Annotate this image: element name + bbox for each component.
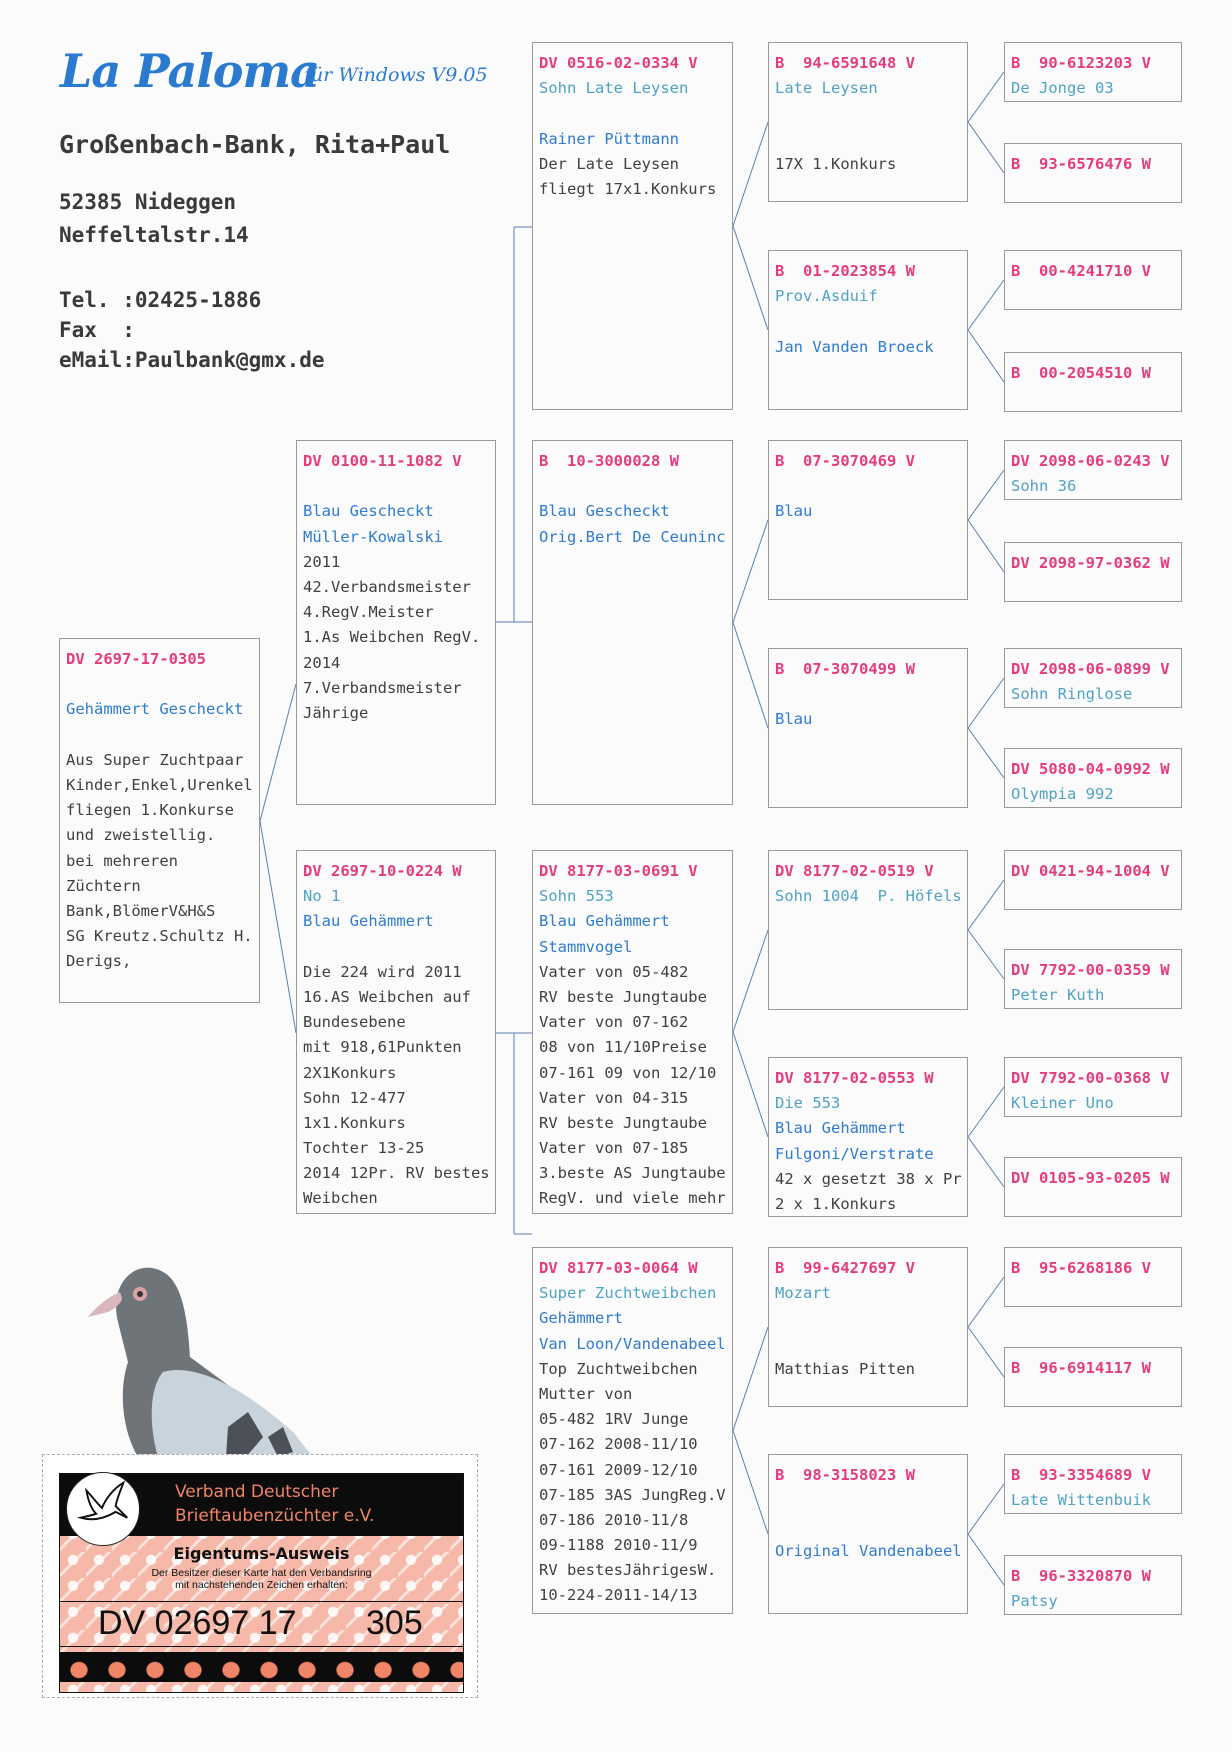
pigeon-note: 1.As Weibchen RegV. xyxy=(303,628,481,647)
card-pattern-band xyxy=(60,1652,463,1682)
spacer xyxy=(775,1488,967,1513)
contact-email: eMail:Paulbank@gmx.de xyxy=(59,348,325,372)
ring-number: B 93-3354689 V xyxy=(1011,1466,1151,1484)
great-grandparent-box[interactable] xyxy=(768,850,968,1010)
pigeon-note: und zweistellig. xyxy=(66,826,216,845)
pigeon-note: 07-185 3AS JungReg.V xyxy=(539,1485,726,1504)
connector-line xyxy=(968,520,1004,572)
pigeon-note: 7.Verbandsmeister xyxy=(303,678,462,697)
ring-number: B 00-2054510 W xyxy=(1011,364,1151,382)
ring-number: B 00-4241710 V xyxy=(1011,262,1151,280)
ring-number: B 96-3320870 W xyxy=(1011,1567,1151,1585)
pigeon-note: Bundesebene xyxy=(303,1013,406,1032)
connector-line xyxy=(968,1087,1004,1137)
card-ring-code: DV 02697 17 xyxy=(98,1604,297,1642)
pigeon-note: Züchtern xyxy=(66,876,141,895)
ring-number: B 96-6914117 W xyxy=(1011,1359,1151,1377)
owner-name: Großenbach-Bank, Rita+Paul xyxy=(59,130,451,159)
connector-line xyxy=(733,930,768,1032)
pigeon-color-breeder: Blau Gehämmert xyxy=(303,912,434,931)
grandparent-box[interactable] xyxy=(532,1247,733,1614)
connector-line xyxy=(733,226,768,330)
great-grandparent-box[interactable] xyxy=(768,440,968,600)
pigeon-note: Jährige xyxy=(303,703,369,722)
connector-line xyxy=(968,72,1004,122)
pigeon-name: Die 553 xyxy=(775,1094,841,1113)
ring-number: B 93-6576476 W xyxy=(1011,155,1151,173)
card-text-line1: Der Besitzer dieser Karte hat den Verbandsring xyxy=(151,1567,372,1579)
ring-number: DV 8177-03-0691 V xyxy=(539,862,698,880)
pigeon-note: Mutter von xyxy=(539,1384,633,1403)
spacer xyxy=(303,474,495,499)
pigeon-note: 2 x 1.Konkurs xyxy=(775,1194,897,1213)
connector-line xyxy=(733,623,768,729)
org-name-line2: Brieftaubenzüchter e.V. xyxy=(175,1506,375,1526)
connector-line xyxy=(733,122,768,226)
gg-grandparent-box[interactable] xyxy=(1004,748,1182,808)
gg-grandparent-box[interactable] xyxy=(1004,250,1182,310)
app-version: für Windows V9.05 xyxy=(304,64,488,86)
pigeon-color-breeder: Blau Gehämmert xyxy=(775,1119,906,1138)
pigeon-image xyxy=(78,1262,338,1457)
pigeon-name: Sohn Ringlose xyxy=(1011,685,1133,704)
ring-number: DV 8177-02-0519 V xyxy=(775,862,934,880)
pigeon-color-breeder: Van Loon/Vandenabeel xyxy=(539,1334,726,1353)
card-title: Eigentums-Ausweis xyxy=(173,1544,350,1563)
great-grandparent-box[interactable] xyxy=(768,1454,968,1614)
spacer xyxy=(66,672,259,697)
subject-box[interactable] xyxy=(59,638,260,1003)
gg-grandparent-box[interactable] xyxy=(1004,949,1182,1009)
pigeon-note: 2014 12Pr. RV bestes xyxy=(303,1164,490,1183)
connector-line xyxy=(968,930,1004,979)
pigeon-color-breeder: Blau Gehämmert xyxy=(539,912,670,931)
ring-number: B 94-6591648 V xyxy=(775,54,915,72)
ring-number: B 07-3070469 V xyxy=(775,452,915,470)
pigeon-note: Der Late Leysen xyxy=(539,154,679,173)
ring-number: B 01-2023854 W xyxy=(775,262,915,280)
spacer xyxy=(775,309,967,334)
parent-box[interactable] xyxy=(296,850,496,1214)
gg-grandparent-box[interactable] xyxy=(1004,42,1182,102)
ring-number: DV 0100-11-1082 V xyxy=(303,452,462,470)
address-street: Neffeltalstr.14 xyxy=(59,223,249,247)
pigeon-color-breeder: Fulgoni/Verstrate xyxy=(775,1144,934,1163)
pigeon-color-breeder: Blau xyxy=(775,710,813,729)
great-grandparent-box[interactable] xyxy=(768,1247,968,1407)
connector-line xyxy=(968,1277,1004,1327)
pigeon-note: 09-1188 2010-11/9 xyxy=(539,1536,698,1555)
pigeon-note: bei mehreren xyxy=(66,851,178,870)
ring-number: DV 7792-00-0359 W xyxy=(1011,961,1170,979)
pigeon-note: mit 918,61Punkten xyxy=(303,1038,462,1057)
spacer xyxy=(539,101,732,126)
pigeon-note: Vater von 07-162 xyxy=(539,1013,689,1032)
pigeon-note: RV beste Jungtaube xyxy=(539,987,707,1006)
great-grandparent-box[interactable] xyxy=(768,250,968,410)
pigeon-name: No 1 xyxy=(303,887,341,906)
ring-number: DV 8177-02-0553 W xyxy=(775,1069,934,1087)
gg-grandparent-box[interactable] xyxy=(1004,1555,1182,1615)
pigeon-note: 4.RegV.Meister xyxy=(303,603,434,622)
pigeon-name: Sohn 553 xyxy=(539,887,614,906)
pigeon-name: Late Wittenbuik xyxy=(1011,1491,1151,1510)
connector-line xyxy=(260,684,296,821)
pigeon-note: Vater von 04-315 xyxy=(539,1088,689,1107)
gg-grandparent-box[interactable] xyxy=(1004,1247,1182,1307)
ring-number: DV 2098-06-0899 V xyxy=(1011,660,1170,678)
pigeon-note: Vater von 07-185 xyxy=(539,1139,689,1158)
pigeon-name: Olympia 992 xyxy=(1011,785,1114,804)
connector-line xyxy=(260,821,296,1033)
connector-line xyxy=(968,728,1004,778)
pigeon-color-breeder: Original Vandenabeel xyxy=(775,1541,962,1560)
great-grandparent-box[interactable] xyxy=(768,42,968,202)
gg-grandparent-box[interactable] xyxy=(1004,1057,1182,1117)
pigeon-note: Aus Super Zuchtpaar xyxy=(66,750,244,769)
ring-number: B 07-3070499 W xyxy=(775,660,915,678)
pigeon-note: Vater von 05-482 xyxy=(539,962,689,981)
connector-line xyxy=(968,1534,1004,1585)
grandparent-box[interactable] xyxy=(532,440,733,805)
gg-grandparent-box[interactable] xyxy=(1004,1347,1182,1407)
ring-number: DV 8177-03-0064 W xyxy=(539,1259,698,1277)
pigeon-note: 42.Verbandsmeister xyxy=(303,577,471,596)
ring-number: B 90-6123203 V xyxy=(1011,54,1151,72)
ring-number: DV 2697-17-0305 xyxy=(66,650,206,668)
pigeon-color-breeder: Jan Vanden Broeck xyxy=(775,337,934,356)
ring-number: DV 2697-10-0224 W xyxy=(303,862,462,880)
parent-box[interactable] xyxy=(296,440,496,805)
connector-line xyxy=(968,880,1004,930)
pigeon-note: 1x1.Konkurs xyxy=(303,1113,406,1132)
pigeon-note: Matthias Pitten xyxy=(775,1359,915,1378)
gg-grandparent-box[interactable] xyxy=(1004,1157,1182,1217)
pigeon-note: 16.AS Weibchen auf xyxy=(303,987,471,1006)
pigeon-note: 10-224-2011-14/13 xyxy=(539,1586,698,1605)
gg-grandparent-box[interactable] xyxy=(1004,440,1182,500)
connector-line xyxy=(968,1327,1004,1377)
connector-line xyxy=(968,330,1004,382)
connector-line xyxy=(968,280,1004,330)
pigeon-color-breeder: Blau Gescheckt xyxy=(539,502,670,521)
spacer xyxy=(775,1306,967,1331)
contact-fax: Fax : xyxy=(59,318,135,342)
pigeon-note: fliegen 1.Konkurse xyxy=(66,801,234,820)
pigeon-note: RV bestesJährigesW. xyxy=(539,1561,717,1580)
ring-number: DV 5080-04-0992 W xyxy=(1011,760,1170,778)
pigeon-note: 07-161 09 von 12/10 xyxy=(539,1063,717,1082)
ring-number: DV 2098-06-0243 V xyxy=(1011,452,1170,470)
connector-line xyxy=(733,1032,768,1137)
gg-grandparent-box[interactable] xyxy=(1004,352,1182,412)
gg-grandparent-box[interactable] xyxy=(1004,143,1182,203)
pigeon-name: De Jonge 03 xyxy=(1011,79,1114,98)
ring-number: B 98-3158023 W xyxy=(775,1466,915,1484)
pigeon-color-breeder: Blau Gescheckt xyxy=(303,502,434,521)
pigeon-note: 07-186 2010-11/8 xyxy=(539,1510,689,1529)
gg-grandparent-box[interactable] xyxy=(1004,1454,1182,1514)
pigeon-note: Top Zuchtweibchen xyxy=(539,1359,698,1378)
spacer xyxy=(775,682,967,707)
pigeon-color-breeder: Stammvogel xyxy=(539,937,633,956)
pigeon-note: Weibchen xyxy=(303,1189,378,1208)
pigeon-note: Die 224 wird 2011 xyxy=(303,962,462,981)
pigeon-color-breeder: Rainer Püttmann xyxy=(539,129,679,148)
great-grandparent-box[interactable] xyxy=(768,1057,968,1217)
pigeon-name: Kleiner Uno xyxy=(1011,1094,1114,1113)
ring-number: B 10-3000028 W xyxy=(539,452,679,470)
grandparent-box[interactable] xyxy=(532,850,733,1214)
ring-number: DV 7792-00-0368 V xyxy=(1011,1069,1170,1087)
pigeon-name: Peter Kuth xyxy=(1011,986,1105,1005)
connector-line xyxy=(968,1484,1004,1534)
spacer xyxy=(775,1332,967,1357)
ownership-card xyxy=(42,1454,478,1698)
pigeon-note: 07-162 2008-11/10 xyxy=(539,1435,698,1454)
pigeon-note: 17X 1.Konkurs xyxy=(775,154,897,173)
address-city: 52385 Nideggen xyxy=(59,190,237,214)
ring-number: DV 0421-94-1004 V xyxy=(1011,862,1170,880)
pigeon-name: Super Zuchtweibchen xyxy=(539,1284,717,1303)
spacer xyxy=(775,127,967,152)
dove-logo-icon xyxy=(66,1472,140,1546)
pigeon-name: Mozart xyxy=(775,1284,831,1303)
great-grandparent-box[interactable] xyxy=(768,648,968,808)
pigeon-name: Patsy xyxy=(1011,1592,1058,1611)
pigeon-note: Bank,BlömerV&H&S xyxy=(66,901,216,920)
spacer xyxy=(66,723,259,748)
spacer xyxy=(303,935,495,960)
pigeon-name: Late Leysen xyxy=(775,79,878,98)
pigeon-color-breeder: Müller-Kowalski xyxy=(303,527,443,546)
gg-grandparent-box[interactable] xyxy=(1004,648,1182,708)
spacer xyxy=(775,101,967,126)
pigeon-note: 42 x gesetzt 38 x Pr xyxy=(775,1169,962,1188)
pigeon-note: fliegt 17x1.Konkurs xyxy=(539,179,717,198)
card-ring-number: 305 xyxy=(366,1604,423,1642)
connector-line xyxy=(733,1431,768,1535)
pigeon-note: RV beste Jungtaube xyxy=(539,1113,707,1132)
ring-number: DV 0105-93-0205 W xyxy=(1011,1169,1170,1187)
pigeon-note: 07-161 2009-12/10 xyxy=(539,1460,698,1479)
pigeon-note: Derigs, xyxy=(66,952,132,971)
connector-line xyxy=(968,1137,1004,1187)
pigeon-note: Kinder,Enkel,Urenkel xyxy=(66,775,253,794)
pigeon-color-breeder: Orig.Bert De Ceuninc xyxy=(539,527,726,546)
ring-number: DV 2098-97-0362 W xyxy=(1011,554,1170,572)
connector-line xyxy=(968,470,1004,520)
connector-line xyxy=(733,1327,768,1431)
card-text-line2: mit nachstehenden Zeichen erhalten: xyxy=(175,1579,348,1591)
connector-line xyxy=(733,520,768,623)
pigeon-color-breeder: Gehämmert Gescheckt xyxy=(66,700,244,719)
spacer xyxy=(775,474,967,499)
pigeon-note: 08 von 11/10Preise xyxy=(539,1038,707,1057)
pigeon-note: 2X1Konkurs xyxy=(303,1063,397,1082)
ring-number: B 95-6268186 V xyxy=(1011,1259,1151,1277)
gg-grandparent-box[interactable] xyxy=(1004,542,1182,602)
pigeon-note: Tochter 13-25 xyxy=(303,1139,425,1158)
connector-line xyxy=(968,678,1004,728)
spacer xyxy=(775,1513,967,1538)
ring-number: B 99-6427697 V xyxy=(775,1259,915,1277)
contact-tel: Tel. :02425-1886 xyxy=(59,288,262,312)
pigeon-name: Sohn 36 xyxy=(1011,477,1077,496)
org-name-line1: Verband Deutscher xyxy=(175,1482,339,1502)
app-logo: La Paloma xyxy=(60,44,319,98)
pigeon-note: 2011 xyxy=(303,552,341,571)
connector-line xyxy=(968,122,1004,173)
pigeon-name: Sohn 1004 P. Höfels xyxy=(775,887,962,906)
pigeon-color-breeder: Blau xyxy=(775,502,813,521)
gg-grandparent-box[interactable] xyxy=(1004,850,1182,910)
spacer xyxy=(539,474,732,499)
pigeon-color-breeder: Gehämmert xyxy=(539,1309,623,1328)
grandparent-box[interactable] xyxy=(532,42,733,410)
pigeon-name: Prov.Asduif xyxy=(775,287,878,306)
pigeon-name: Sohn Late Leysen xyxy=(539,79,689,98)
ring-number: DV 0516-02-0334 V xyxy=(539,54,698,72)
pigeon-note: 2014 xyxy=(303,653,341,672)
pigeon-note: Sohn 12-477 xyxy=(303,1088,406,1107)
pigeon-note: SG Kreutz.Schultz H. xyxy=(66,927,253,946)
pigeon-note: RegV. und viele mehr xyxy=(539,1189,726,1208)
pigeon-note: 05-482 1RV Junge xyxy=(539,1410,689,1429)
pigeon-note: 3.beste AS Jungtaube xyxy=(539,1164,726,1183)
